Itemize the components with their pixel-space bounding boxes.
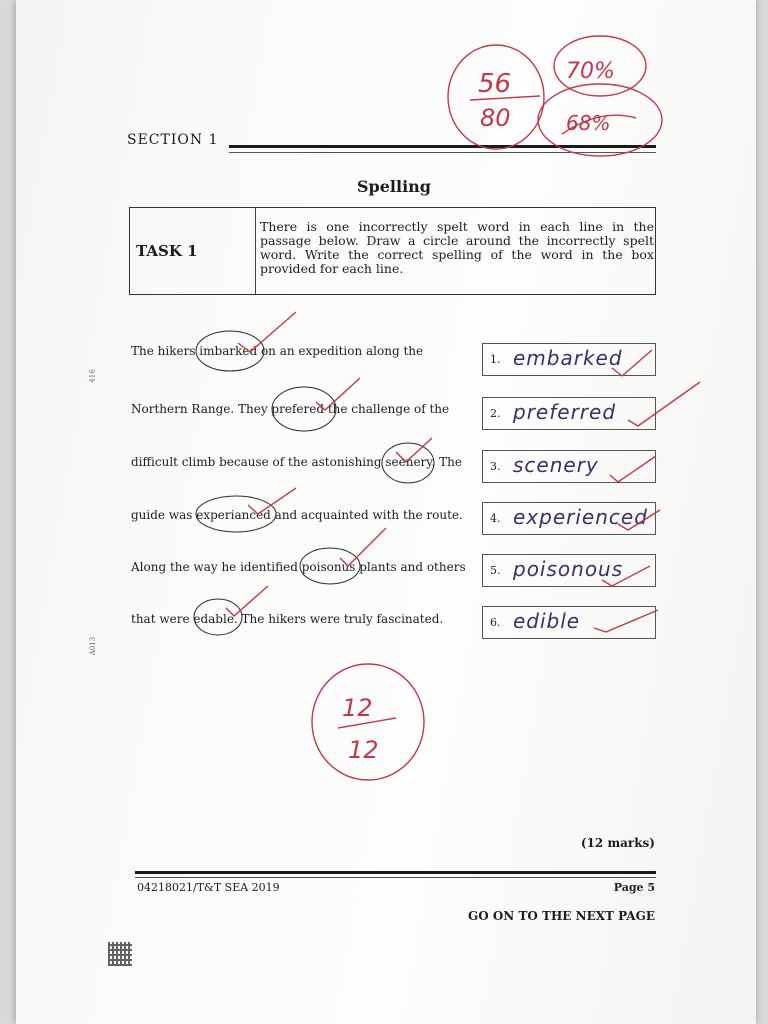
circle-mark bbox=[382, 443, 434, 483]
page-heading: Spelling bbox=[357, 177, 431, 196]
barcode-icon bbox=[108, 942, 132, 966]
crossed-value: 68% bbox=[566, 111, 611, 135]
tick-icon bbox=[316, 378, 360, 410]
task-instructions: There is one incorrectly spelt word in each line in the passage below. Draw a circle around the incorrectly spelt word. Write the correct spelling of the word in the box provided for each line. bbox=[260, 219, 654, 276]
answer-number: 2. bbox=[490, 407, 501, 420]
tick-icon bbox=[612, 350, 652, 376]
footer-rule-thin bbox=[135, 877, 656, 878]
answer-number: 1. bbox=[490, 353, 501, 366]
tick-icon bbox=[226, 586, 268, 616]
passage-line-6: that were edable. The hikers were truly fascinated. bbox=[131, 612, 444, 626]
answer-handwriting: edible bbox=[513, 609, 581, 633]
task-score-bottom: 12 bbox=[348, 736, 379, 764]
circle-mark bbox=[196, 331, 264, 371]
tick-icon bbox=[238, 312, 296, 352]
circle-mark bbox=[300, 548, 360, 584]
next-page-note: GO ON TO THE NEXT PAGE bbox=[467, 909, 655, 923]
tick-icon bbox=[340, 528, 386, 566]
section-label: SECTION 1 bbox=[127, 132, 219, 148]
answer-handwriting: scenery bbox=[513, 453, 599, 477]
side-label-bottom: A013 bbox=[89, 636, 98, 656]
answer-handwriting: embarked bbox=[513, 346, 623, 370]
tick-icon bbox=[628, 382, 700, 426]
answer-handwriting: poisonous bbox=[513, 557, 624, 581]
answer-number: 3. bbox=[490, 460, 501, 473]
tick-icon bbox=[610, 456, 656, 482]
score-top: 56 bbox=[478, 69, 512, 99]
tick-icon bbox=[618, 510, 660, 530]
tick-icon bbox=[248, 488, 296, 514]
passage-line-2: Northern Range. They prefered the challenge of the bbox=[131, 402, 450, 416]
percent-value: 70% bbox=[566, 59, 615, 84]
tick-icon bbox=[594, 610, 658, 632]
answer-number: 4. bbox=[490, 512, 501, 525]
passage-line-4: guide was experianced and acquainted with the route. bbox=[131, 508, 463, 522]
circle-mark bbox=[196, 496, 276, 532]
task-score-top: 12 bbox=[342, 694, 373, 722]
passage-line-1: The hikers imbarked on an expedition along the bbox=[131, 344, 424, 358]
answer-number: 6. bbox=[490, 616, 501, 629]
passage-line-3: difficult climb because of the astonishing seenery. The bbox=[131, 455, 462, 469]
answer-handwriting: preferred bbox=[513, 400, 617, 424]
marks-total: (12 marks) bbox=[580, 836, 655, 850]
score-bottom: 80 bbox=[480, 104, 511, 132]
passage-line-5: Along the way he identified poisonus plants and others bbox=[131, 560, 466, 574]
side-label-top: 416 bbox=[88, 369, 97, 383]
answer-handwriting: experienced bbox=[513, 505, 648, 529]
footer-page-number: Page 5 bbox=[613, 881, 655, 894]
tick-icon bbox=[602, 566, 650, 586]
tick-icon bbox=[396, 438, 432, 462]
answer-number: 5. bbox=[490, 564, 501, 577]
circle-mark bbox=[194, 599, 242, 635]
task-label: TASK 1 bbox=[130, 208, 256, 294]
footer-code: 04218021/T&T SEA 2019 bbox=[137, 881, 280, 894]
footer-rule bbox=[135, 871, 656, 874]
